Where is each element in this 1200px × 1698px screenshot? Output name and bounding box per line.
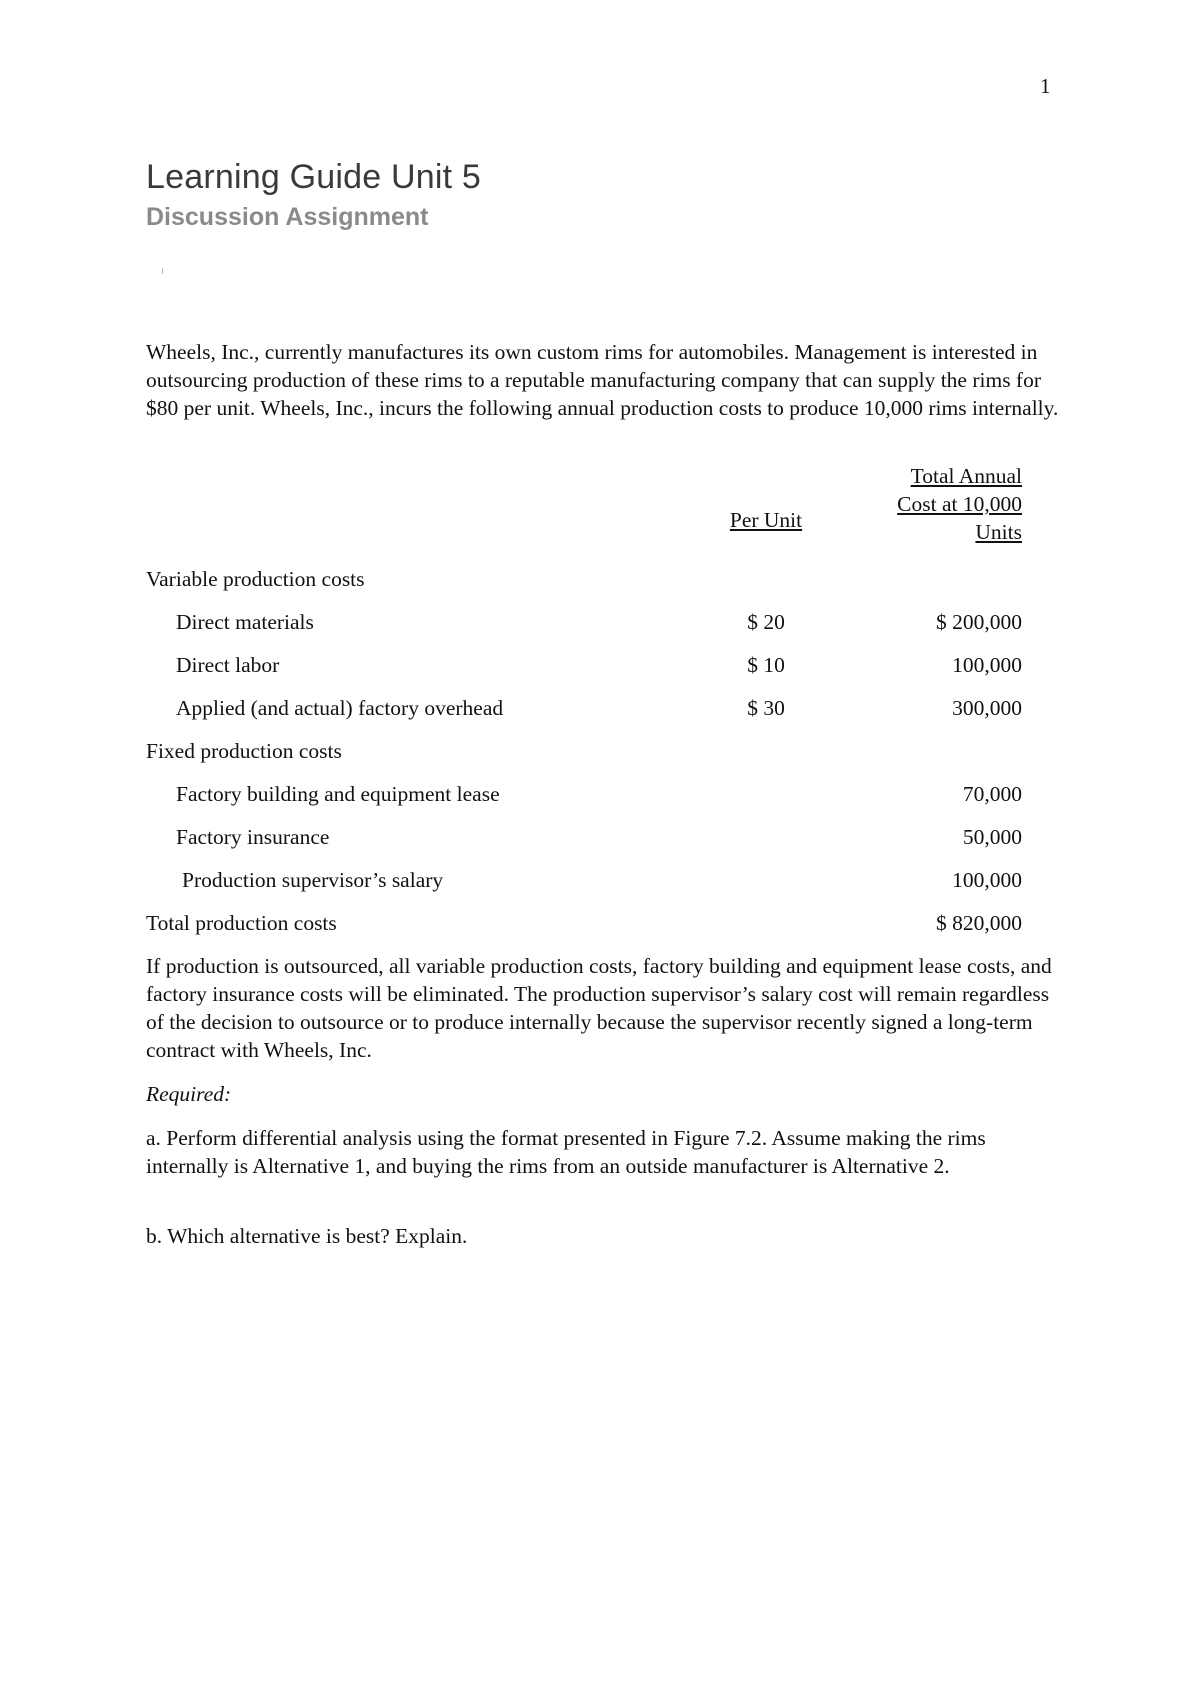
row-label: Total production costs [146,911,337,935]
page-number: 1 [1040,74,1051,98]
table-row [146,816,1022,859]
table-row-section [146,558,1022,601]
required-label: Required: [146,1082,232,1106]
row-label: Factory insurance [176,825,330,849]
page-title: Learning Guide Unit 5 [146,158,481,196]
table-row [146,687,1022,730]
intro-paragraph: Wheels, Inc., currently manufactures its own custom rims for automobiles. Management is interested in outsourcing production of these rims to a reputable manufacturing company that can supply the rims for $80 per unit. Wheels, Inc., incurs the following annual production costs to produce 10,000 rims internally. [146,340,1059,420]
table-row [146,644,1022,687]
column-header-total-line: Total Annual [910,464,1022,488]
row-total: 70,000 [962,782,1022,806]
row-label: Production supervisor’s salary [182,868,444,892]
row-label: Fixed production costs [146,739,342,763]
table-row-section [146,730,1022,773]
row-total: 100,000 [952,653,1022,677]
row-total: 100,000 [952,868,1022,892]
row-label: Variable production costs [146,567,365,591]
question-b: b. Which alternative is best? Explain. [146,1224,468,1248]
page-subtitle: Discussion Assignment [146,203,429,231]
cost-table [146,462,1022,945]
table-row-total [146,902,1022,945]
table-header [146,462,1022,558]
row-per-unit: $ 10 [747,653,785,677]
row-label: Direct materials [176,610,314,634]
table-row [146,859,1022,902]
column-header-total-line: Units [975,520,1022,544]
column-header-per-unit: Per Unit [729,508,803,532]
row-per-unit: $ 20 [747,610,785,634]
column-header-total-line: Cost at 10,000 [897,492,1022,516]
table-row [146,773,1022,816]
row-label: Factory building and equipment lease [176,782,500,806]
row-label: Applied (and actual) factory overhead [176,696,504,720]
row-total: 50,000 [962,825,1022,849]
column-header-total [802,462,1022,546]
row-total: $ 200,000 [936,610,1022,634]
decorative-mark [162,268,163,274]
row-label: Direct labor [176,653,280,677]
row-total: 300,000 [952,696,1022,720]
table-row [146,601,1022,644]
row-total: $ 820,000 [936,911,1022,935]
row-per-unit: $ 30 [747,696,785,720]
outro-paragraph: If production is outsourced, all variable production costs, factory building and equipment lease costs, and factory insurance costs will be eliminated. The production supervisor’s salary cost will remain regardless of the decision to outsource or to produce internally because the supervisor recently signed a long-term contract with Wheels, Inc. [146,954,1052,1062]
question-a: a. Perform differential analysis using the format presented in Figure 7.2. Assume making the rims internally is Alternative 1, and buying the rims from an outside manufacturer is Alternative 2. [146,1126,986,1178]
